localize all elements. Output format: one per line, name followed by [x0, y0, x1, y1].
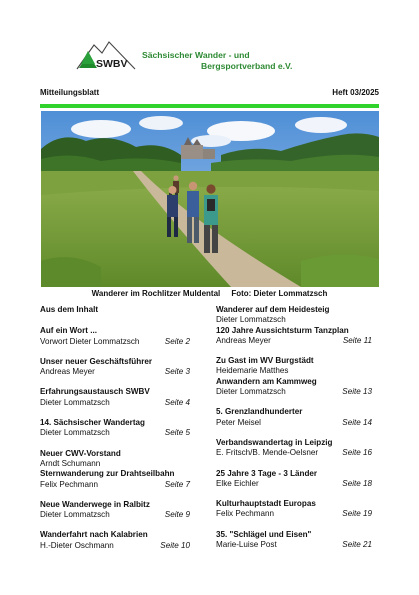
toc-entry-author: Elke Eichler — [216, 478, 259, 488]
swbv-logo — [76, 39, 136, 71]
toc-entry-title: Neue Wanderwege in Ralbitz — [40, 499, 150, 509]
toc-entry-page: Seite 18 — [342, 478, 372, 488]
toc-entry-page: Seite 10 — [160, 540, 190, 550]
toc-entry-title: 5. Grenzlandhunderter — [216, 407, 303, 417]
toc-entry-page: Seite 14 — [342, 417, 372, 427]
toc-entry-title: Wanderer auf dem Heidesteig — [216, 305, 330, 314]
toc-entry-page: Seite 16 — [342, 448, 372, 458]
toc-entry-author: Vorwort Dieter Lommatzsch — [40, 336, 140, 346]
toc-entry-title: Sternwanderung zur Drahtseilbahn — [40, 469, 175, 479]
toc-left-column — [40, 305, 190, 551]
toc-entry — [40, 326, 190, 347]
toc-entry-page: Seite 19 — [342, 509, 372, 519]
toc-entry-author: Dieter Lommatzsch — [40, 397, 110, 407]
toc-entry — [40, 469, 190, 490]
toc-entry — [40, 500, 190, 521]
toc-entry-author: Felix Pechmann — [216, 509, 275, 519]
cover-photo — [41, 111, 379, 287]
toc-entry-author: Dieter Lommatzsch — [216, 315, 286, 325]
toc-entry-page: Seite 5 — [164, 428, 190, 438]
toc-entry — [40, 305, 190, 315]
toc-entry — [40, 418, 190, 439]
toc-entry-title: Unser neuer Geschäftsführer — [40, 356, 153, 366]
photo-caption: Wanderer im Rochlitzer Muldental Foto: Dieter Lommatzsch — [91, 289, 328, 298]
toc-entry — [216, 407, 372, 428]
toc-entry-title: 14. Sächsischer Wandertag — [40, 418, 145, 428]
toc-entry — [216, 356, 372, 377]
toc-entry-title: Neuer CWV-Vorstand — [40, 448, 121, 458]
toc-entry — [216, 469, 372, 490]
org-name-line2: Bergsportverband e.V. — [201, 61, 293, 71]
toc-entry-title: 120 Jahre Aussichtsturm Tanzplan — [216, 325, 349, 335]
toc-entry-author: E. Fritsch/B. Mende-Oelsner — [216, 448, 319, 458]
toc-entry — [40, 357, 190, 378]
toc-entry-author: Peter Meisel — [216, 417, 261, 427]
org-name-line1: Sächsischer Wander - und — [142, 50, 250, 60]
toc-entry-title: Kulturhauptstadt Europas — [216, 499, 316, 509]
toc-entry-author: Andreas Meyer — [40, 367, 95, 377]
toc-entry-page: Seite 9 — [164, 510, 190, 520]
toc-entry-title: Aus dem Inhalt — [40, 305, 99, 314]
issue-number: Heft 03/2025 — [332, 88, 379, 97]
toc-entry — [40, 387, 190, 408]
toc-entry-title: 25 Jahre 3 Tage - 3 Länder — [216, 468, 318, 478]
toc-entry-page: Seite 2 — [164, 336, 190, 346]
publication-title: Mitteilungsblatt — [40, 88, 100, 97]
accent-divider — [40, 104, 379, 108]
toc-entry — [216, 438, 372, 459]
toc-entry-page: Seite 7 — [164, 479, 190, 489]
toc-entry — [216, 326, 372, 347]
toc-entry — [40, 449, 190, 470]
toc-entry-page: Seite 3 — [164, 367, 190, 377]
toc-entry-page: Seite 11 — [342, 335, 372, 345]
toc-entry — [216, 377, 372, 398]
toc-entry-author: Heidemarie Matthes — [216, 366, 289, 376]
toc-entry-author: Felix Pechmann — [40, 479, 99, 489]
toc-entry-title: Verbandswandertag in Leipzig — [216, 437, 333, 447]
toc-entry — [216, 305, 372, 326]
toc-entry-page: Seite 4 — [164, 397, 190, 407]
toc-entry-title: Auf ein Wort ... — [40, 326, 97, 336]
toc-entry-title: Anwandern am Kammweg — [216, 376, 317, 386]
toc-entry-page: Seite 21 — [342, 540, 372, 550]
toc-entry-author: Arndt Schumann — [40, 458, 101, 468]
toc-right-column — [216, 305, 372, 550]
toc-entry — [40, 530, 190, 551]
toc-entry-page: Seite 13 — [342, 387, 372, 397]
toc-entry-author: Dieter Lommatzsch — [216, 387, 286, 397]
toc-entry-author: Dieter Lommatzsch — [40, 428, 110, 438]
toc-entry-author: Andreas Meyer — [216, 335, 271, 345]
toc-entry-title: 35. "Schlägel und Eisen" — [216, 529, 312, 539]
toc-entry-title: Wanderfahrt nach Kalabrien — [40, 530, 148, 540]
toc-entry-title: Zu Gast im WV Burgstädt — [216, 356, 314, 366]
toc-entry — [216, 530, 372, 551]
toc-entry — [216, 499, 372, 520]
toc-entry-title: Erfahrungsaustausch SWBV — [40, 387, 150, 397]
toc-entry-author: Marie-Luise Post — [216, 540, 277, 550]
masthead-row — [40, 88, 379, 100]
logo-text: SWBV — [96, 58, 128, 70]
organization-name — [142, 50, 292, 72]
toc-entry-author: H.-Dieter Oschmann — [40, 540, 114, 550]
toc-entry-author: Dieter Lommatzsch — [40, 510, 110, 520]
